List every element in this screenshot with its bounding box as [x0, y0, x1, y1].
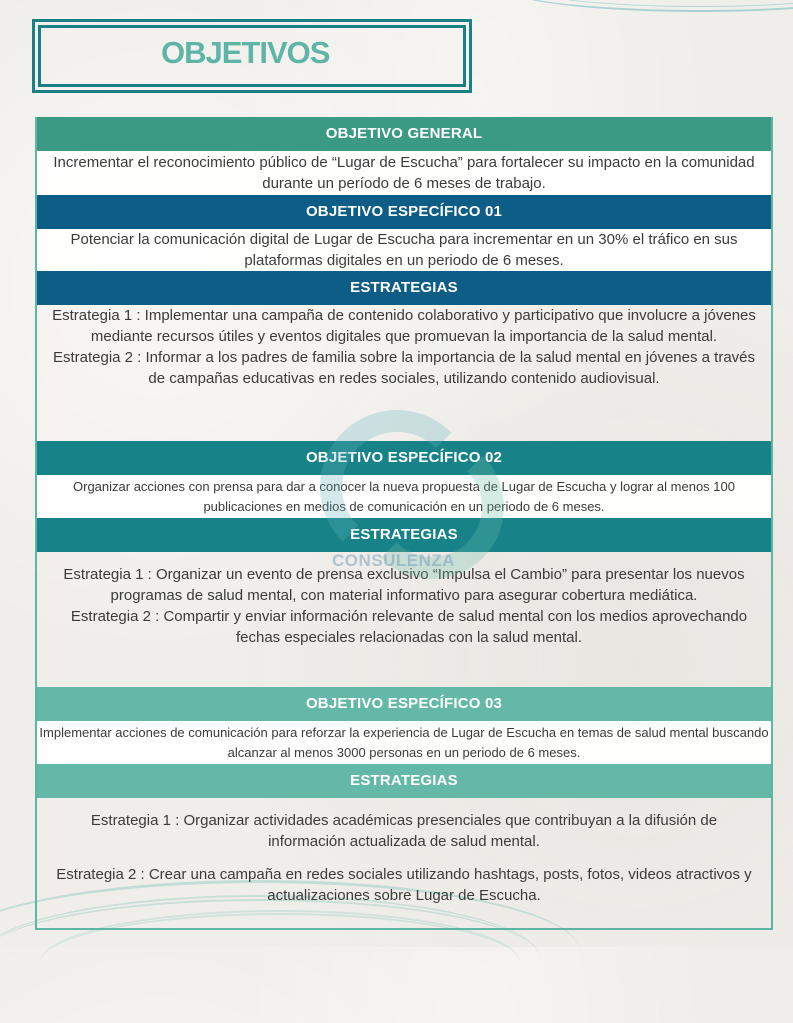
- strategies-01-body: [37, 305, 771, 441]
- strategy-03-1: Estrategia 1 : Organizar actividades académicas presenciales que contribuyan a la difusión de información actualizada de salud mental.: [90, 812, 718, 850]
- specific-objective-01-header: OBJETIVO ESPECÍFICO 01: [37, 195, 771, 229]
- strategy-02-1: Estrategia 1 : Organizar un evento de prensa exclusivo “Impulsa el Cambio” para presentar los nuevos programas de salud mental, con material informativo para asegurar cobertura mediática.: [63, 566, 745, 604]
- specific-objective-03-header: OBJETIVO ESPECÍFICO 03: [37, 687, 771, 721]
- page-title: OBJETIVOS: [161, 35, 330, 70]
- strategies-02-body: [37, 552, 771, 687]
- strategies-03-header: ESTRATEGIAS: [37, 764, 771, 798]
- specific-objective-01-text: Potenciar la comunicación digital de Lugar de Escucha para incrementar en un 30% el tráfico en sus plataformas digitales en un periodo de 6 meses.: [37, 229, 771, 271]
- watermark-text: CONSULENZA: [332, 551, 456, 570]
- strategy-01-2: Estrategia 2 : Informar a los padres de familia sobre la importancia de la salud mental en jóvenes a través de campañas educativas en redes sociales, utilizando contenido audiovisual.: [52, 349, 756, 387]
- title-box: [32, 19, 472, 93]
- strategy-02-2: Estrategia 2 : Compartir y enviar información relevante de salud mental con los medios aprovechando fechas especiales relacionadas con la salud mental.: [70, 608, 748, 646]
- strategies-03-body: [37, 798, 771, 928]
- strategy-01-1: Estrategia 1 : Implementar una campaña de contenido colaborativo y participativo que involucre a jóvenes mediante recursos útiles y eventos digitales que promuevan la importancia de la salud mental.: [52, 307, 756, 345]
- specific-objective-02-header: OBJETIVO ESPECÍFICO 02: [37, 441, 771, 475]
- strategies-02-header: ESTRATEGIAS: [37, 518, 771, 552]
- specific-objective-03-text: Implementar acciones de comunicación para reforzar la experiencia de Lugar de Escucha en temas de salud mental buscando alcanzar al menos 3000 personas en un periodo de 6 meses.: [37, 721, 771, 764]
- specific-objective-02-text: Organizar acciones con prensa para dar a conocer la nueva propuesta de Lugar de Escucha y lograr al menos 100 publicaciones en medios de comunicación en un periodo de 6 meses.: [37, 475, 771, 518]
- strategies-01-header: ESTRATEGIAS: [37, 271, 771, 305]
- general-objective-header: OBJETIVO GENERAL: [37, 117, 771, 151]
- general-objective-text: Incrementar el reconocimiento público de “Lugar de Escucha” para fortalecer su impacto en la comunidad durante un período de 6 meses de trabajo.: [37, 151, 771, 195]
- objectives-table: [35, 117, 773, 930]
- strategy-03-2: Estrategia 2 : Crear una campaña en redes sociales utilizando hashtags, posts, fotos, videos atractivos y actualizaciones sobre Lugar de Escucha.: [56, 866, 752, 904]
